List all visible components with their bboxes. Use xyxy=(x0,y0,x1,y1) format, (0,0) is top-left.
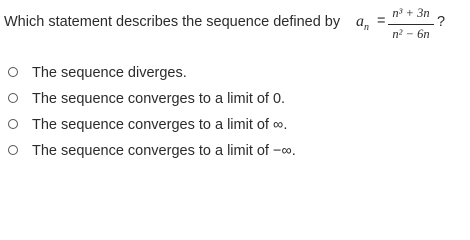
fraction-denominator: n² − 6n xyxy=(392,27,430,41)
radio-button-icon[interactable] xyxy=(8,145,18,155)
option-limit-negative-infinity[interactable] xyxy=(0,140,460,162)
option-diverges[interactable] xyxy=(0,62,460,84)
question-mark: ? xyxy=(437,14,446,30)
sequence-variable xyxy=(356,13,369,33)
option-limit-zero[interactable] xyxy=(0,88,460,110)
radio-button-icon[interactable] xyxy=(8,67,18,77)
equals-sign: = xyxy=(377,13,386,29)
radio-button-icon[interactable] xyxy=(8,93,18,103)
option-label: The sequence diverges. xyxy=(32,65,187,81)
option-label: The sequence converges to a limit of ∞. xyxy=(32,117,288,133)
option-label: The sequence converges to a limit of −∞. xyxy=(32,143,296,159)
fraction-bar xyxy=(388,24,434,25)
fraction-numerator: n³ + 3n xyxy=(392,6,430,20)
sequence-variable-letter: a xyxy=(356,13,364,30)
question-prompt xyxy=(4,0,466,48)
question-text: Which statement describes the sequence defined by xyxy=(4,14,341,30)
option-limit-infinity[interactable] xyxy=(0,114,460,136)
radio-button-icon[interactable] xyxy=(8,119,18,129)
sequence-variable-subscript: n xyxy=(364,22,369,33)
sequence-fraction xyxy=(388,4,434,44)
option-label: The sequence converges to a limit of 0. xyxy=(32,91,286,107)
